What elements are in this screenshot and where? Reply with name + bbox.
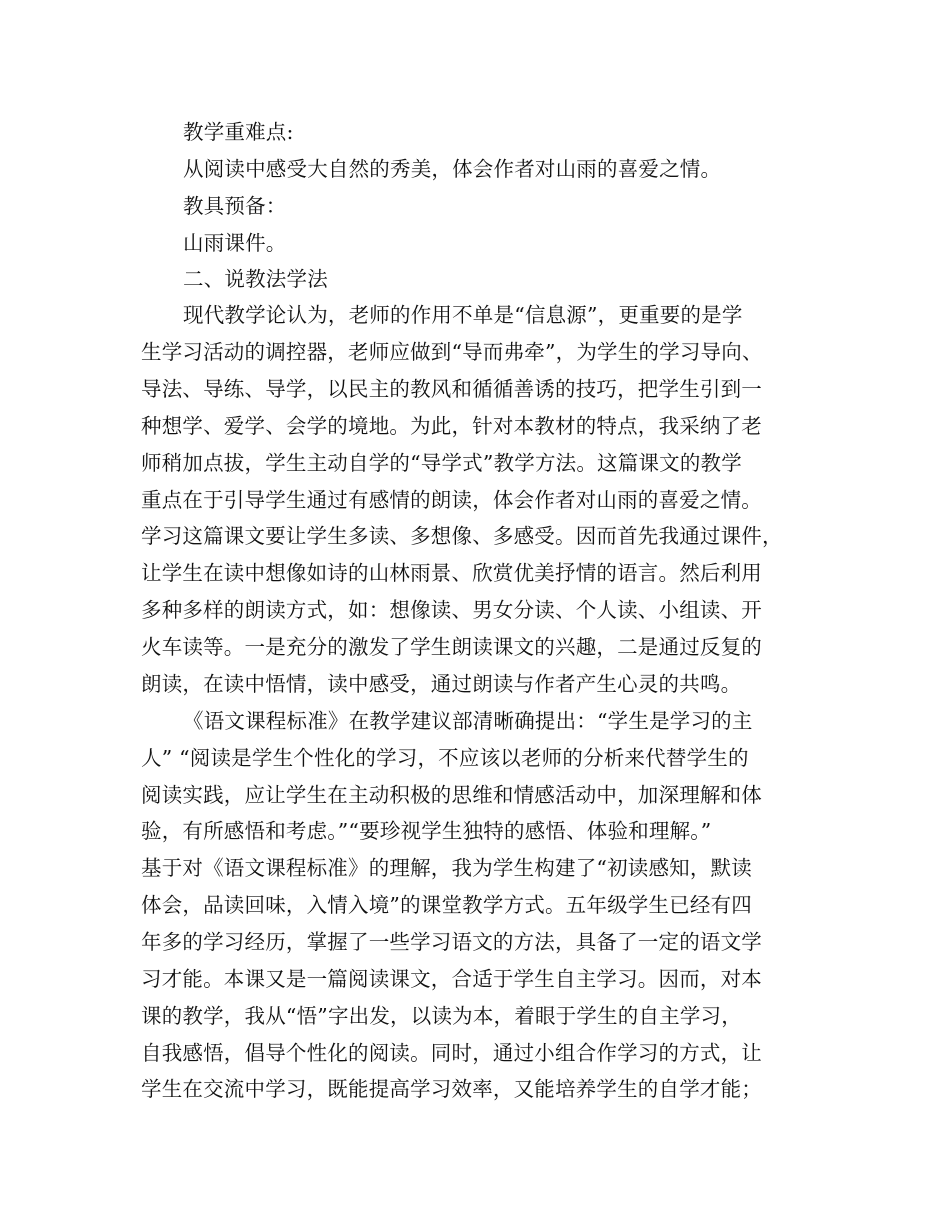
paragraph-line: 师稍加点拔，学生主动自学的“导学式”教学方法。这篇课文的教学	[141, 451, 742, 475]
paragraph-line: 习才能。本课又是一篇阅读课文，合适于学生自主学习。因而，对本	[141, 967, 762, 991]
paragraph-line: 人” “阅读是学生个性化的学习，不应该以老师的分析来代替学生的	[141, 746, 749, 770]
paragraph-line: 学习这篇课文要让学生多读、多想像、多感受。因而首先我通过课件，	[141, 524, 783, 548]
paragraph-line: 让学生在读中想像如诗的山林雨景、欣赏优美抒情的语言。然后利用	[141, 561, 762, 585]
paragraph-line: 火车读等。一是充分的激发了学生朗读课文的兴趣，二是通过反复的	[141, 635, 762, 659]
paragraph-line: 山雨课件。	[183, 231, 287, 255]
paragraph-line: 种想学、爱学、会学的境地。为此，针对本教材的特点，我采纳了老	[141, 414, 762, 438]
paragraph-line: 学生在交流中学习，既能提高学习效率，又能培养学生的自学才能；	[141, 1077, 762, 1101]
paragraph-line: 课的教学，我从“悟”字出发，以读为本，着眼于学生的自主学习，	[141, 1004, 742, 1028]
paragraph-line: 多种多样的朗读方式，如：想像读、男女分读、个人读、小组读、开	[141, 598, 762, 622]
paragraph-line: 现代教学论认为，老师的作用不单是“信息源”，更重要的是学	[183, 303, 743, 327]
paragraph-line: 生学习活动的调控器，老师应做到“导而弗牵”，为学生的学习导向、	[141, 340, 763, 364]
heading-teaching-aids: 教具预备：	[183, 194, 287, 218]
paragraph-line: 《语文课程标准》在教学建议部清晰确提出：“学生是学习的主	[183, 709, 753, 733]
paragraph-line: 导法、导练、导学，以民主的教风和循循善诱的技巧，把学生引到一	[141, 377, 762, 401]
section-heading: 二、说教法学法	[183, 267, 328, 291]
paragraph-line: 阅读实践，应让学生在主动积极的思维和情感活动中，加深理解和体	[141, 783, 762, 807]
paragraph-line: 朗读，在读中悟情，读中感受，通过朗读与作者产生心灵的共鸣。	[141, 672, 742, 696]
paragraph-line: 基于对《语文课程标准》的理解，我为学生构建了“初读感知，默读	[141, 856, 752, 880]
paragraph-line: 从阅读中感受大自然的秀美，体会作者对山雨的喜爱之情。	[183, 157, 722, 181]
paragraph-line: 重点在于引导学生通过有感情的朗读，体会作者对山雨的喜爱之情。	[141, 488, 762, 512]
paragraph-line: 体会，品读回味，入情入境”的课堂教学方式。五年级学生已经有四	[141, 893, 752, 917]
heading-teaching-key-points: 教学重难点:	[183, 120, 294, 144]
paragraph-line: 自我感悟，倡导个性化的阅读。同时，通过小组合作学习的方式，让	[141, 1041, 762, 1065]
paragraph-line: 年多的学习经历，掌握了一些学习语文的方法，具备了一定的语文学	[141, 930, 762, 954]
paragraph-line: 验，有所感悟和考虑。”“要珍视学生独特的感悟、体验和理解。”	[141, 819, 712, 843]
